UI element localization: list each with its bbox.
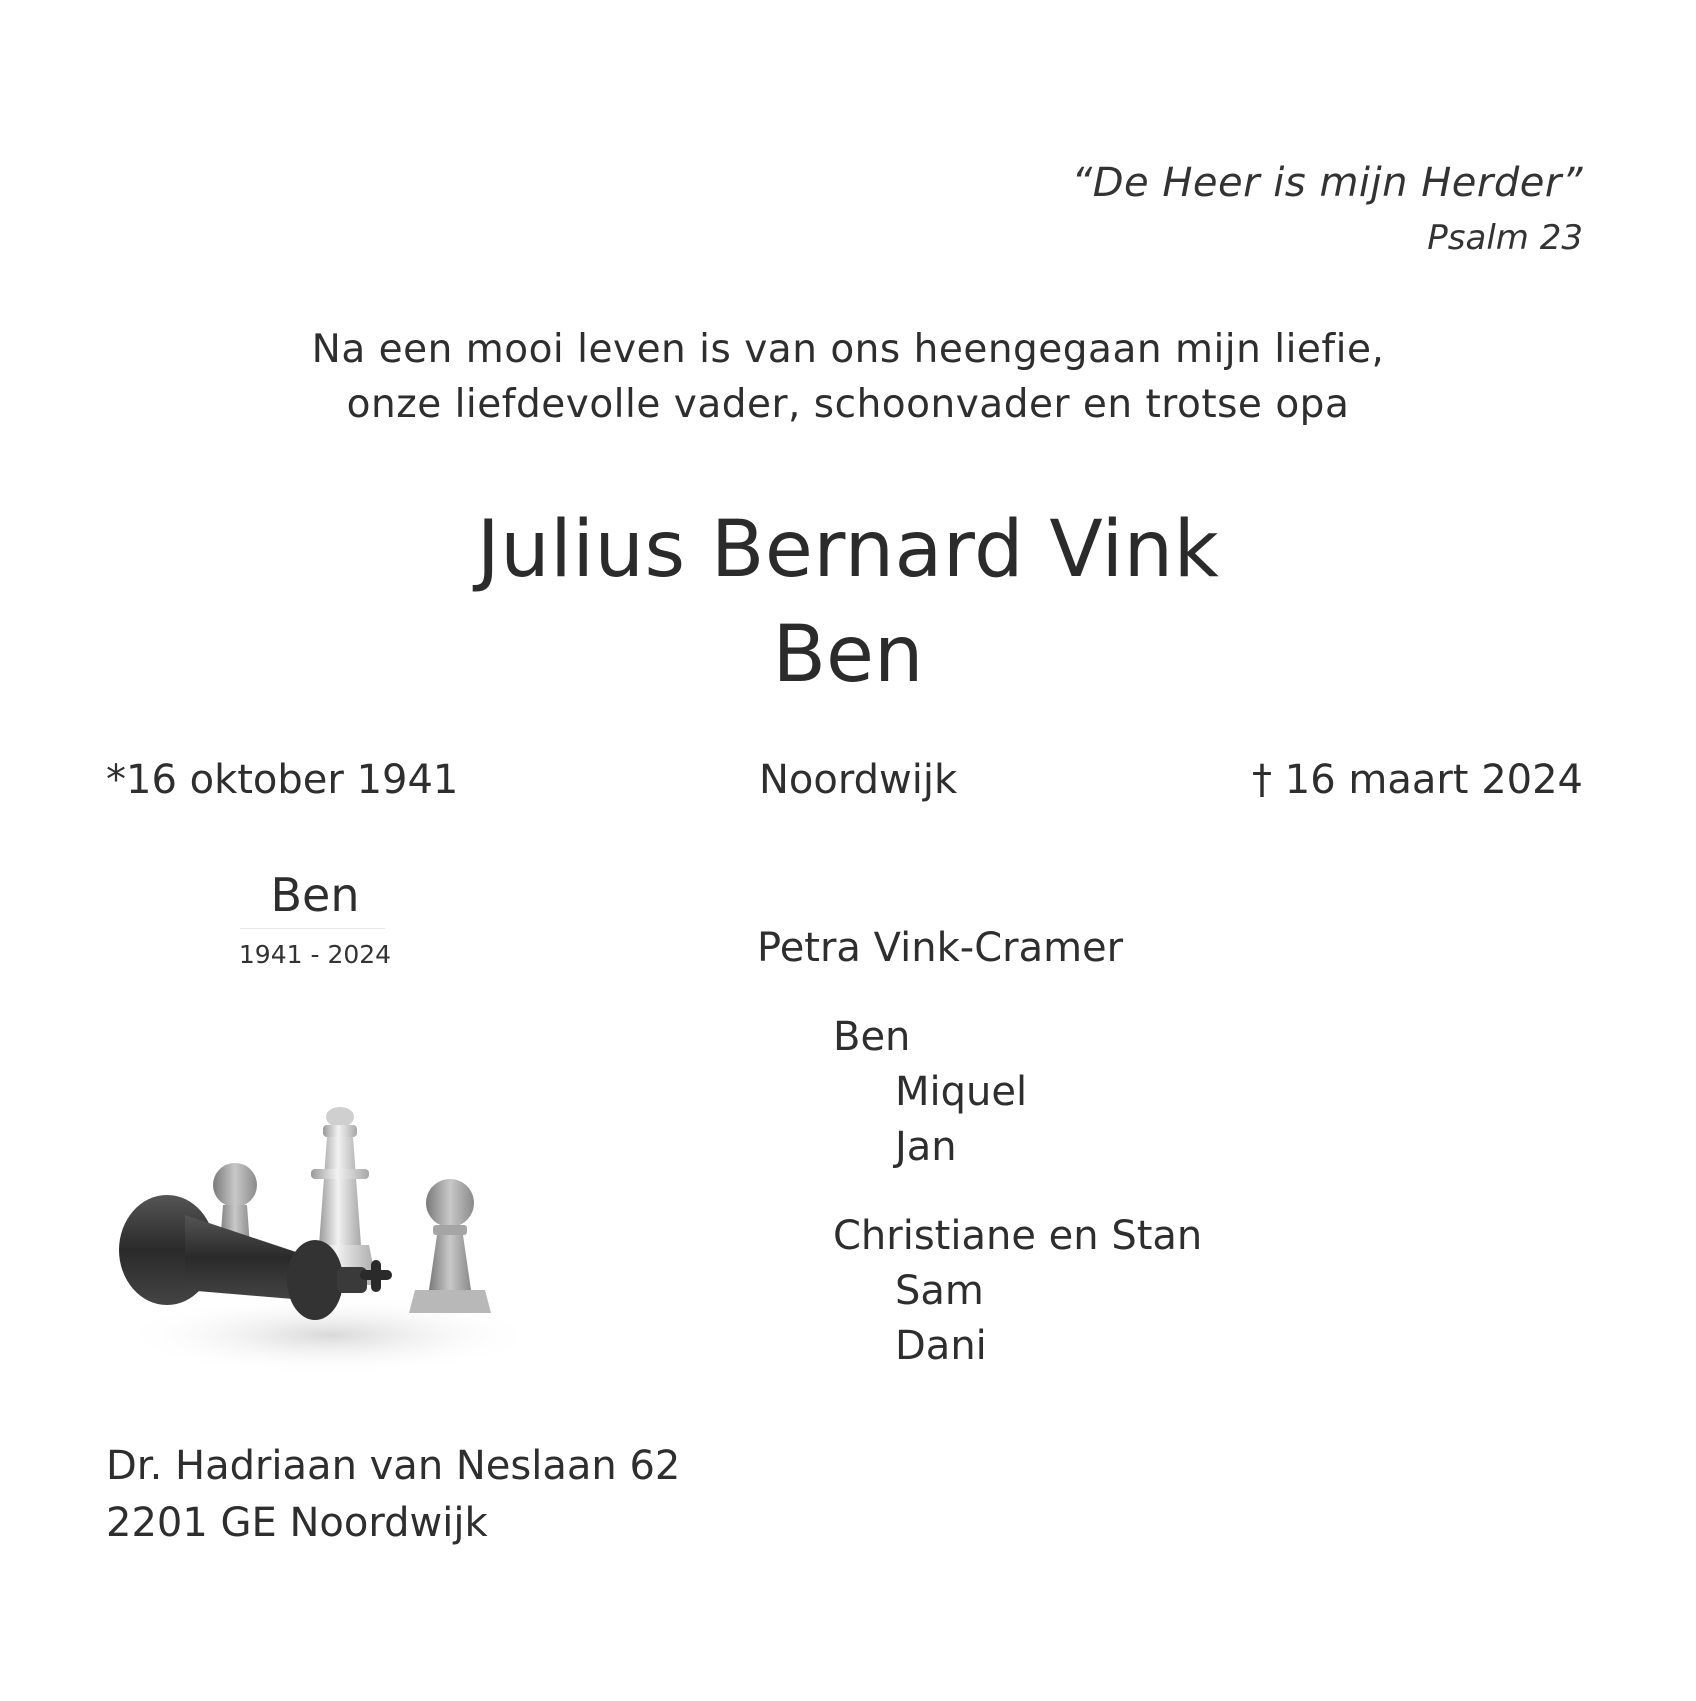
signature-divider [240, 928, 385, 929]
family-grandchild: Sam [895, 1268, 984, 1314]
address-street: Dr. Hadriaan van Neslaan 62 [106, 1443, 681, 1489]
family-child: Ben [833, 1014, 911, 1060]
intro-line-1: Na een mooi leven is van ons heengegaan mijn liefie, [311, 327, 1385, 372]
correspondence-address [106, 1438, 680, 1552]
place-of-death: Noordwijk [759, 757, 958, 803]
quote-source: Psalm 23 [1427, 218, 1583, 258]
family-spouse: Petra Vink-Cramer [757, 925, 1124, 971]
deceased-full-name: Julius Bernard Vink [476, 505, 1220, 595]
family-child: Christiane en Stan [833, 1213, 1203, 1259]
family-grandchild: Jan [895, 1124, 957, 1170]
intro-line-2: onze liefdevolle vader, schoonvader en trotse opa [346, 382, 1350, 427]
intro-text [0, 322, 1696, 432]
address-city: 2201 GE Noordwijk [106, 1500, 488, 1546]
death-date: † 16 maart 2024 [1252, 757, 1583, 803]
signature-years: 1941 - 2024 [238, 940, 392, 969]
signature-name: Ben [270, 868, 360, 922]
deceased-nickname: Ben [772, 610, 924, 700]
pawn-right-icon [409, 1179, 491, 1313]
family-grandchild: Dani [895, 1323, 987, 1369]
family-grandchild: Miquel [895, 1069, 1028, 1115]
fallen-chess-king-icon [115, 1085, 535, 1380]
bible-quote: “De Heer is mijn Herder” [1071, 160, 1583, 206]
birth-date: *16 oktober 1941 [106, 757, 459, 803]
